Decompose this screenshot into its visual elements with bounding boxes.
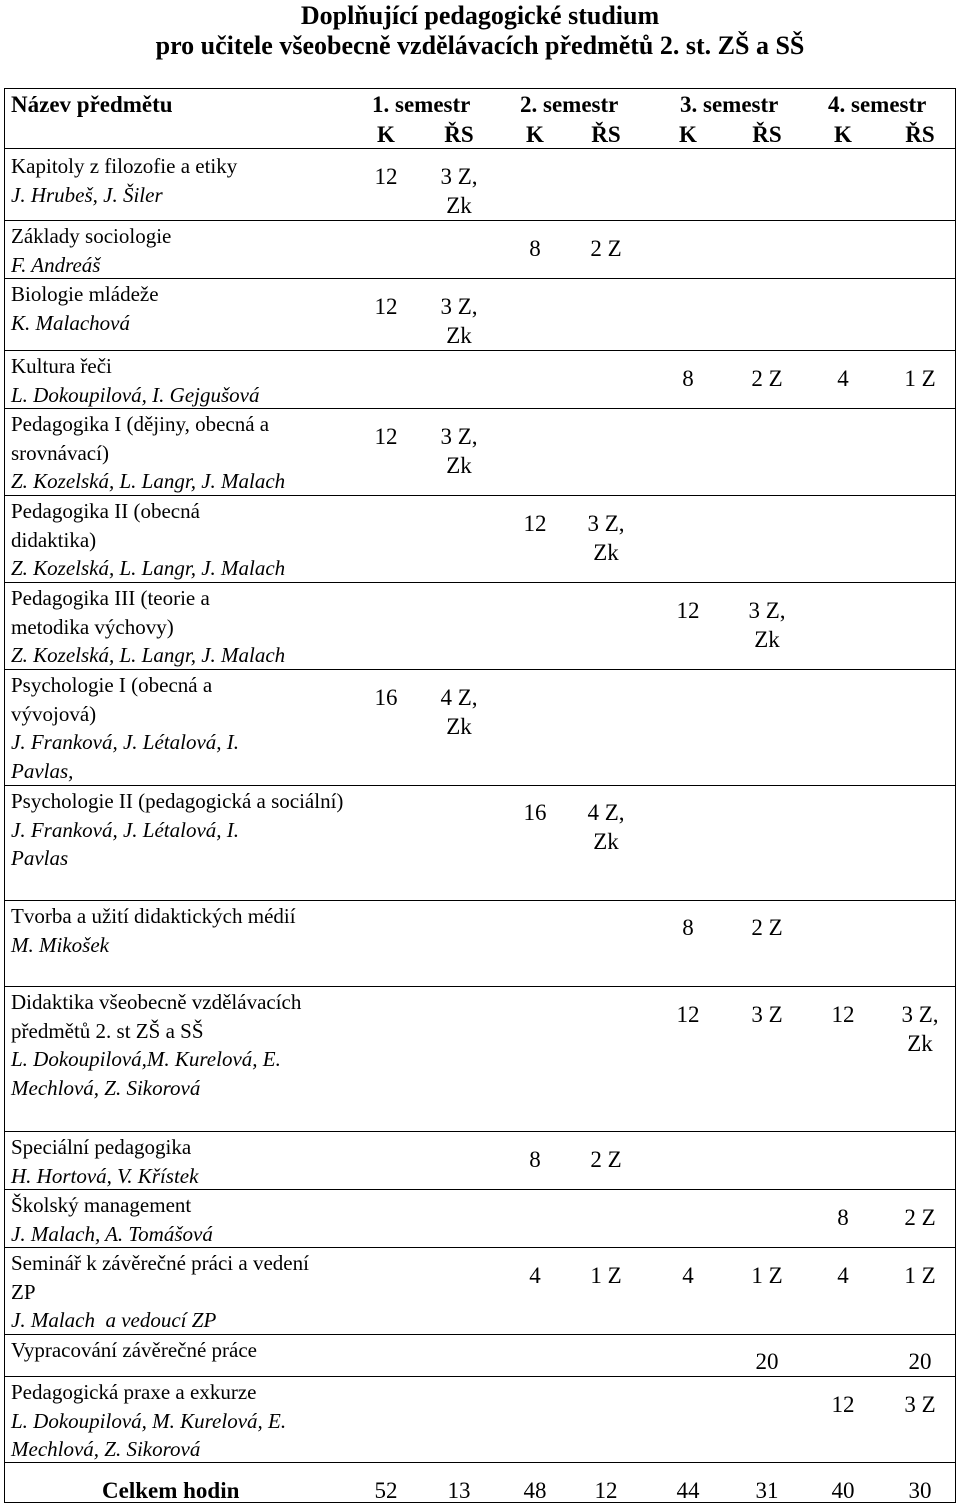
subject-name: Psychologie II (pedagogická a sociální) [11, 789, 344, 813]
subject-teachers: J. Franková, J. Létalová, I. Pavlas, [11, 730, 240, 783]
row-divider [4, 900, 956, 901]
sem2-rs-exam: Zk [593, 829, 619, 854]
sem3-k-hours: 4 [682, 1263, 694, 1288]
subject-teachers: L. Dokoupilová, M. Kurelová, E. Mechlová, Z. Sikorová [11, 1408, 287, 1462]
sem2-rs-credits: 4 Z, [587, 800, 625, 825]
sem3-k-hours: 8 [682, 915, 694, 940]
header-semester-2: 2. semestr [520, 92, 619, 117]
subject-teachers: L. Dokoupilová, I. Gejgušová [11, 382, 260, 407]
sem2-k-hours: 8 [529, 236, 541, 261]
sem4-k-hours: 4 [837, 366, 849, 391]
subject-teachers: J. Franková, J. Létalová, I. Pavlas [11, 817, 240, 871]
subject-name: Pedagogika III (teorie a metodika výchovy) [11, 586, 210, 639]
row-divider [4, 1131, 956, 1132]
subject-teachers: K. Malachová [11, 310, 130, 335]
sem2-rs-credits: 2 Z [590, 1147, 622, 1172]
total-sem2-k: 48 [523, 1478, 547, 1503]
subject-name: Vypracování závěrečné práce [11, 1338, 258, 1362]
subject-name: Seminář k závěrečné práci a vedení ZP [11, 1251, 309, 1304]
header-subject: Název předmětu [11, 92, 173, 117]
sem2-rs-exam: Zk [593, 540, 619, 565]
subject-teachers: J. Malach, A. Tomášová [11, 1221, 213, 1246]
subject-name: Pedagogická praxe a exkurze [11, 1380, 257, 1404]
subject-teachers: J. Hrubeš, J. Šiler [11, 182, 163, 207]
document-title-line2: pro učitele všeobecně vzdělávacích předmětů 2. st. ZŠ a SŠ [155, 31, 805, 60]
sem3-k-hours: 8 [682, 366, 694, 391]
sem1-rs-exam: Zk [446, 714, 472, 739]
sem1-rs-credits: 3 Z, [440, 164, 478, 189]
subject-cell [11, 1249, 311, 1335]
sem4-rs-credits: 2 Z [904, 1205, 936, 1230]
total-sem4-rs: 30 [908, 1478, 932, 1503]
subject-name: Kultura řeči [11, 354, 112, 378]
sem1-rs-exam: Zk [446, 453, 472, 478]
sem4-rs-exam: Zk [907, 1031, 933, 1056]
subject-teachers: Z. Kozelská, L. Langr, J. Malach [11, 643, 286, 668]
sem4-rs-credits: 3 Z, [901, 1002, 939, 1027]
sem1-rs-exam: Zk [446, 193, 472, 218]
document-title-line1: Doplňující pedagogické studium [300, 1, 660, 30]
row-divider [4, 986, 956, 987]
subject-name: Didaktika všeobecně vzdělávacích předmětů 2. st ZŠ a SŠ [11, 990, 302, 1043]
subject-cell [11, 1191, 351, 1248]
subject-teachers: H. Hortová, V. Křístek [11, 1163, 199, 1188]
sem3-rs-credits: 2 Z [751, 366, 783, 391]
header-k-1: K [377, 122, 395, 147]
sem4-k-hours: 12 [831, 1002, 855, 1027]
subject-cell [11, 410, 351, 496]
header-rs-3: ŘS [752, 122, 782, 147]
row-divider [4, 1376, 956, 1377]
subject-cell [11, 352, 351, 409]
row-divider [4, 220, 956, 221]
sem3-k-hours: 12 [676, 1002, 700, 1027]
sem4-rs-credits: 1 Z [904, 366, 936, 391]
row-divider [4, 148, 956, 149]
total-sem1-rs: 13 [447, 1478, 471, 1503]
subject-name: Základy sociologie [11, 224, 172, 248]
sem2-k-hours: 4 [529, 1263, 541, 1288]
sem2-k-hours: 8 [529, 1147, 541, 1172]
subject-name: Biologie mládeže [11, 282, 159, 306]
sem1-rs-credits: 3 Z, [440, 294, 478, 319]
header-k-2: K [526, 122, 544, 147]
total-sem1-k: 52 [374, 1478, 398, 1503]
sem4-rs-hours: 20 [908, 1349, 932, 1374]
total-sem3-rs: 31 [755, 1478, 779, 1503]
subject-cell [11, 671, 286, 785]
subject-cell [11, 988, 331, 1102]
sem4-k-hours: 12 [831, 1392, 855, 1417]
sem3-rs-hours: 20 [755, 1349, 779, 1374]
sem1-rs-exam: Zk [446, 323, 472, 348]
subject-teachers: J. Malach a vedoucí ZP [11, 1308, 217, 1333]
header-semester-3: 3. semestr [680, 92, 779, 117]
subject-cell [11, 222, 351, 279]
subject-name: Speciální pedagogika [11, 1135, 192, 1159]
sem3-k-hours: 12 [676, 598, 700, 623]
sem4-k-hours: 4 [837, 1263, 849, 1288]
subject-name: Psychologie I (obecná a vývojová) [11, 673, 213, 726]
sem1-k-hours: 12 [374, 294, 398, 319]
sem3-rs-exam: Zk [754, 627, 780, 652]
total-sem2-rs: 12 [594, 1478, 618, 1503]
sem3-rs-credits: 3 Z, [748, 598, 786, 623]
subject-teachers: L. Dokoupilová,M. Kurelová, E. Mechlová, Z. Sikorová [11, 1047, 281, 1100]
sem2-k-hours: 16 [523, 800, 547, 825]
subject-teachers: Z. Kozelská, L. Langr, J. Malach [11, 469, 286, 494]
sem1-k-hours: 12 [374, 164, 398, 189]
sem2-rs-credits: 1 Z [590, 1263, 622, 1288]
subject-teachers: M. Mikošek [11, 932, 109, 957]
sem1-k-hours: 12 [374, 424, 398, 449]
sem3-rs-credits: 2 Z [751, 915, 783, 940]
totals-label: Celkem hodin [102, 1478, 240, 1503]
subject-cell [11, 497, 286, 583]
subject-cell [11, 584, 286, 670]
sem4-k-hours: 8 [837, 1205, 849, 1230]
subject-name: Pedagogika II (obecná didaktika) [11, 499, 200, 552]
subject-cell [11, 1133, 351, 1190]
subject-cell [11, 1378, 321, 1464]
subject-cell [11, 1336, 351, 1365]
sem2-k-hours: 12 [523, 511, 547, 536]
sem4-rs-credits: 1 Z [904, 1263, 936, 1288]
subject-cell [11, 787, 345, 873]
subject-cell [11, 902, 301, 959]
sem3-rs-credits: 1 Z [751, 1263, 783, 1288]
header-rs-2: ŘS [591, 122, 621, 147]
total-sem4-k: 40 [831, 1478, 855, 1503]
subject-name: Pedagogika I (dějiny, obecná a srovnávací) [11, 412, 270, 465]
subject-name: Kapitoly z filozofie a etiky [11, 154, 238, 178]
row-divider [4, 350, 956, 351]
sem2-rs-credits: 3 Z, [587, 511, 625, 536]
header-k-4: K [834, 122, 852, 147]
header-k-3: K [679, 122, 697, 147]
sem3-rs-credits: 3 Z [751, 1002, 783, 1027]
subject-cell [11, 280, 351, 337]
header-semester-4: 4. semestr [828, 92, 927, 117]
subject-name: Tvorba a užití didaktických médií [11, 904, 296, 928]
subject-teachers: Z. Kozelská, L. Langr, J. Malach [11, 556, 286, 581]
header-rs-4: ŘS [905, 122, 935, 147]
header-semester-1: 1. semestr [372, 92, 471, 117]
total-sem3-k: 44 [676, 1478, 700, 1503]
sem2-rs-credits: 2 Z [590, 236, 622, 261]
sem4-rs-credits: 3 Z [904, 1392, 936, 1417]
subject-teachers: F. Andreáš [11, 252, 101, 277]
subject-cell [11, 152, 351, 209]
sem1-k-hours: 16 [374, 685, 398, 710]
subject-name: Školský management [11, 1193, 192, 1217]
sem1-rs-credits: 4 Z, [440, 685, 478, 710]
sem1-rs-credits: 3 Z, [440, 424, 478, 449]
header-rs-1: ŘS [444, 122, 474, 147]
